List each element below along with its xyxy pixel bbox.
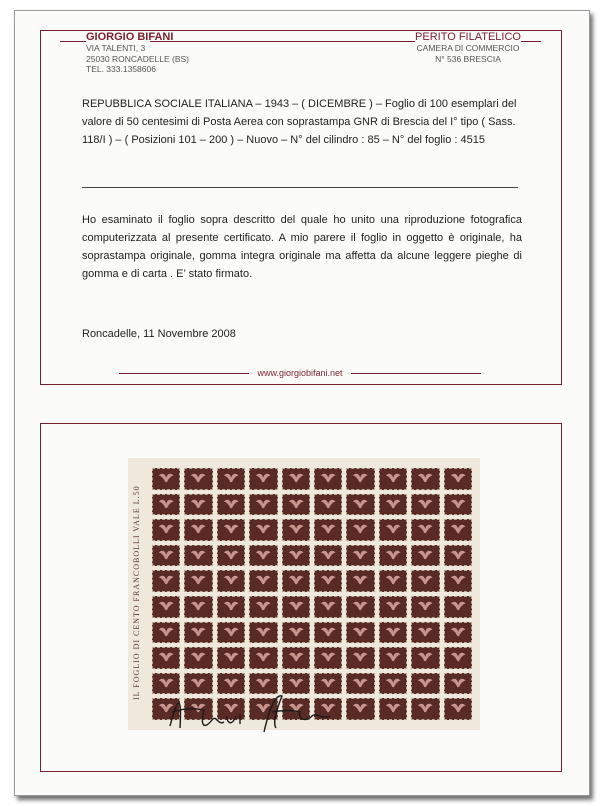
expert-signature xyxy=(160,686,350,742)
stamp xyxy=(314,545,342,567)
stamp xyxy=(249,545,277,567)
header-rule-middle xyxy=(150,41,415,42)
stamp-grid xyxy=(152,468,472,720)
stamp xyxy=(152,596,180,618)
stamp xyxy=(282,545,310,567)
stamp xyxy=(184,622,212,644)
stamp xyxy=(282,468,310,490)
place-and-date: Roncadelle, 11 Novembre 2008 xyxy=(82,328,236,340)
stamp xyxy=(152,570,180,592)
stamp xyxy=(444,468,472,490)
footer-rule-left xyxy=(119,373,249,374)
stamp xyxy=(444,494,472,516)
stamp xyxy=(444,570,472,592)
stamp xyxy=(217,468,245,490)
stamp xyxy=(411,545,439,567)
stamp xyxy=(249,622,277,644)
header-rule-right xyxy=(521,41,541,42)
separator-rule xyxy=(82,187,518,188)
stamp xyxy=(282,647,310,669)
sheet-margin-inscription: IL FOGLIO DI CENTO FRANCOBOLLI VALE L.50 xyxy=(132,485,141,701)
stamp xyxy=(152,622,180,644)
stamp xyxy=(346,519,374,541)
address-line-2: 25030 RONCADELLE (BS) xyxy=(86,53,189,64)
stamp xyxy=(444,622,472,644)
stamp xyxy=(282,494,310,516)
stamp xyxy=(379,647,407,669)
header-rule-left xyxy=(60,41,86,42)
stamp xyxy=(411,698,439,720)
stamp xyxy=(346,698,374,720)
stamp xyxy=(249,647,277,669)
stamp xyxy=(346,647,374,669)
stamp xyxy=(314,468,342,490)
stamp xyxy=(217,570,245,592)
stamp xyxy=(184,570,212,592)
stamp xyxy=(379,570,407,592)
expert-opinion: Ho esaminato il foglio sopra descritto del quale ho unito una riproduzione fotografica computerizzata al presente certificato. A mio parere il foglio in oggetto è originale, ha soprastampa originale, gomma integra originale ma affetta da alcune leggere pieghe di gomma e di carta . E’ stato firmato. xyxy=(82,214,522,280)
stamp xyxy=(217,647,245,669)
stamp xyxy=(152,494,180,516)
stamp xyxy=(346,570,374,592)
stamp xyxy=(152,519,180,541)
stamp xyxy=(282,596,310,618)
stamp xyxy=(217,622,245,644)
stamp xyxy=(411,596,439,618)
stamp xyxy=(379,622,407,644)
stamp xyxy=(444,545,472,567)
stamp xyxy=(184,468,212,490)
stamp xyxy=(444,596,472,618)
stamp xyxy=(217,519,245,541)
phone-number: TEL. 333.1358606 xyxy=(86,64,156,74)
expert-name: GIORGIO BIFANI xyxy=(86,31,174,43)
stamp xyxy=(346,596,374,618)
stamp xyxy=(346,545,374,567)
stamp xyxy=(184,494,212,516)
stamp xyxy=(249,494,277,516)
stamp xyxy=(346,468,374,490)
stamp xyxy=(314,519,342,541)
item-description: REPUBBLICA SOCIALE ITALIANA – 1943 – ( DICEMBRE ) – Foglio di 100 esemplari del valore di 50 centesimi di Posta Aerea con soprastampa GNR di Brescia del I° tipo ( Sass. 118/I ) – ( Posizioni 101 – 200 ) – Nuovo – N° del cilindro : 85 – N° del foglio : 4515 xyxy=(82,98,517,146)
stamp xyxy=(379,596,407,618)
stamp xyxy=(444,519,472,541)
stamp xyxy=(411,673,439,695)
stamp xyxy=(152,545,180,567)
stamp xyxy=(282,519,310,541)
stamp xyxy=(314,570,342,592)
expert-credentials-block xyxy=(413,31,523,64)
chamber-of-commerce: CAMERA DI COMMERCIO xyxy=(416,43,520,53)
stamp xyxy=(314,494,342,516)
expert-title: PERITO FILATELICO xyxy=(415,31,521,43)
stamp xyxy=(282,622,310,644)
expert-contact-block xyxy=(86,31,189,75)
stamp xyxy=(217,494,245,516)
website-link[interactable]: www.giorgiobifani.net xyxy=(257,368,343,378)
stamp xyxy=(411,519,439,541)
stamp xyxy=(379,545,407,567)
stamp xyxy=(314,647,342,669)
stamp xyxy=(411,647,439,669)
stamp xyxy=(346,622,374,644)
stamp xyxy=(152,468,180,490)
stamp xyxy=(411,570,439,592)
stamp xyxy=(379,698,407,720)
stamp xyxy=(379,468,407,490)
stamp xyxy=(411,622,439,644)
stamp xyxy=(184,545,212,567)
stamp xyxy=(411,494,439,516)
stamp xyxy=(152,647,180,669)
stamp xyxy=(411,468,439,490)
stamp xyxy=(184,596,212,618)
address-line-1: VIA TALENTI, 3 xyxy=(86,43,146,53)
stamp xyxy=(444,698,472,720)
stamp xyxy=(379,494,407,516)
stamp xyxy=(217,545,245,567)
stamp xyxy=(444,673,472,695)
website-footer xyxy=(60,368,540,378)
stamp xyxy=(444,647,472,669)
stamp xyxy=(379,519,407,541)
stamp xyxy=(314,596,342,618)
stamp xyxy=(249,519,277,541)
stamp xyxy=(379,673,407,695)
stamp xyxy=(249,468,277,490)
stamp xyxy=(282,570,310,592)
stamp xyxy=(249,596,277,618)
footer-rule-right xyxy=(351,373,481,374)
stamp xyxy=(314,622,342,644)
stamp xyxy=(346,494,374,516)
stamp xyxy=(346,673,374,695)
stamp xyxy=(184,647,212,669)
stamp xyxy=(249,570,277,592)
stamp xyxy=(217,596,245,618)
registration-number: N° 536 BRESCIA xyxy=(435,53,501,64)
stamp xyxy=(184,519,212,541)
